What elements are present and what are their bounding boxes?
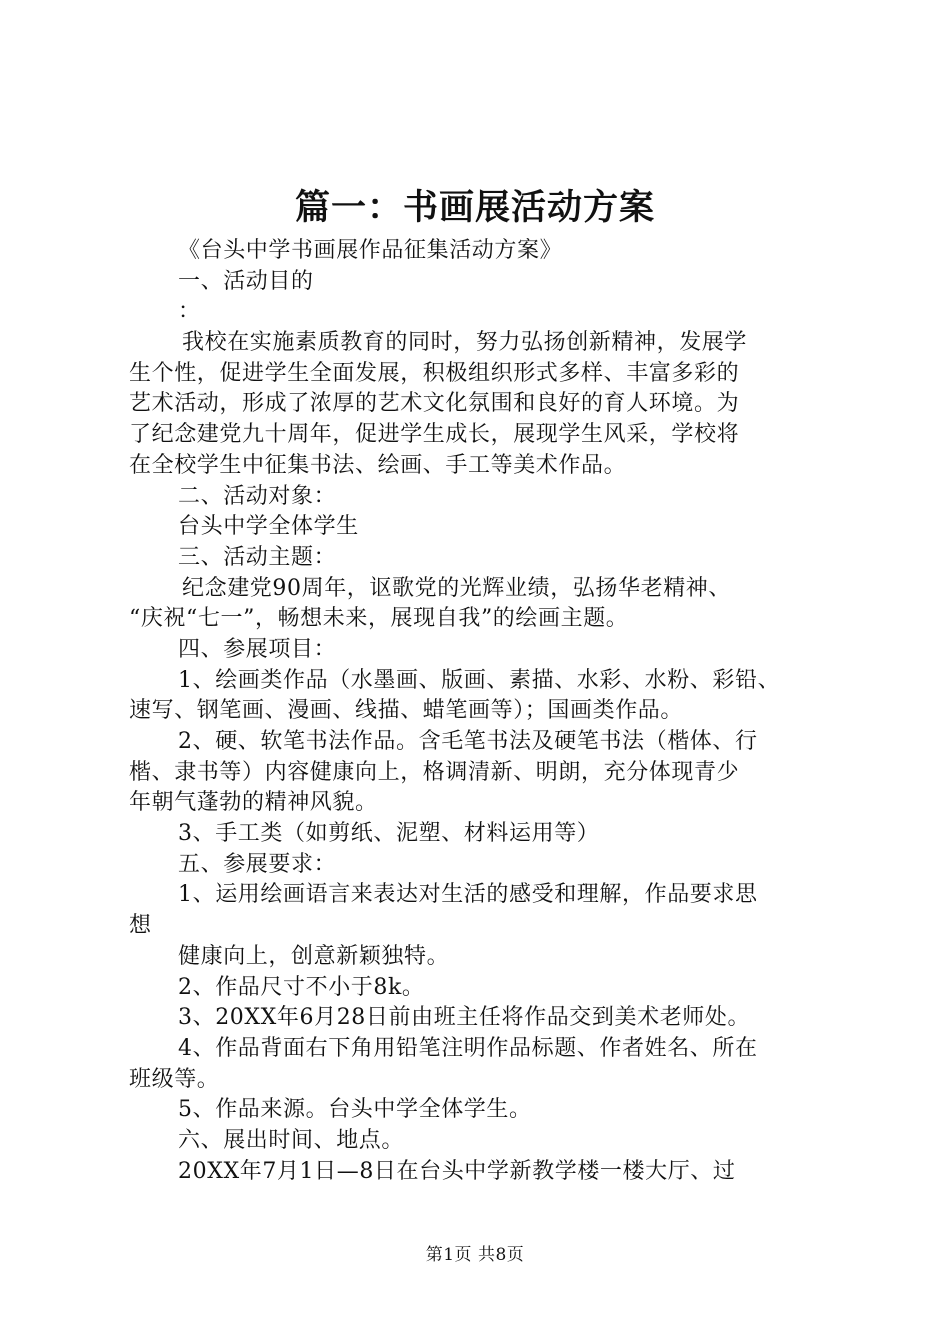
section-heading: 二、活动对象： (178, 483, 337, 509)
body-line: 在全校学生中征集书法、绘画、手工等美术作品。 (129, 452, 627, 478)
section-heading: 五、参展要求： (178, 851, 337, 877)
body-line: 台头中学全体学生 (178, 514, 359, 540)
body-line: 年朝气蓬勃的精神风貌。 (129, 790, 378, 816)
body-line: 想 (129, 913, 152, 939)
document-body (129, 236, 841, 1187)
body-line: 艺术活动，形成了浓厚的艺术文化氛围和良好的育人环境。为 (129, 391, 740, 417)
document-title: 篇一：书画展活动方案 (294, 188, 655, 228)
section-heading: 六、展出时间、地点。 (178, 1127, 405, 1153)
body-line: 纪念建党90周年，讴歌党的光辉业绩，弘扬华老精神、 (182, 575, 731, 601)
section-heading: 一、活动目的 (178, 268, 314, 294)
section-heading: 四、参展项目： (178, 636, 337, 662)
body-line: “庆祝“七一”，畅想未来，展现自我”的绘画主题。 (129, 606, 629, 632)
page-footer: 第1页 共8页 (425, 1245, 525, 1265)
body-line: 生个性，促进学生全面发展，积极组织形式多样、丰富多彩的 (129, 360, 740, 386)
section-heading: 三、活动主题： (178, 544, 337, 570)
list-item: 1、绘画类作品（水墨画、版画、素描、水彩、水粉、彩铅、 (178, 667, 781, 693)
body-line: 20XX年7月1日—8日在台头中学新教学楼一楼大厅、过 (178, 1158, 736, 1184)
list-item: 3、手工类（如剪纸、泥塑、材料运用等） (178, 821, 600, 847)
body-line: 健康向上，创意新颖独特。 (178, 943, 450, 969)
body-line: 楷、隶书等）内容健康向上，格调清新、明朗，充分体现青少 (129, 759, 740, 785)
list-item: 1、运用绘画语言来表达对生活的感受和理解，作品要求思 (178, 882, 758, 908)
body-line: 我校在实施素质教育的同时，努力弘扬创新精神，发展学 (182, 330, 748, 356)
list-item: 2、作品尺寸不小于8k。 (178, 974, 425, 1000)
body-line: 了纪念建党九十周年，促进学生成长，展现学生风采，学校将 (129, 422, 740, 448)
list-item: 2、硬、软笔书法作品。含毛笔书法及硬笔书法（楷体、行 (178, 729, 758, 754)
body-line: 速写、钢笔画、漫画、线描、蜡笔画等）；国画类作品。 (129, 698, 684, 724)
list-item: 5、作品来源。台头中学全体学生。 (178, 1097, 532, 1123)
list-item: 4、作品背面右下角用铅笔注明作品标题、作者姓名、所在 (178, 1035, 758, 1061)
body-line: 班级等。 (129, 1066, 220, 1092)
body-line: 《台头中学书画展作品征集活动方案》 (178, 238, 563, 263)
body-line: ： (178, 299, 201, 325)
list-item: 3、20XX年6月28日前由班主任将作品交到美术老师处。 (178, 1005, 751, 1031)
